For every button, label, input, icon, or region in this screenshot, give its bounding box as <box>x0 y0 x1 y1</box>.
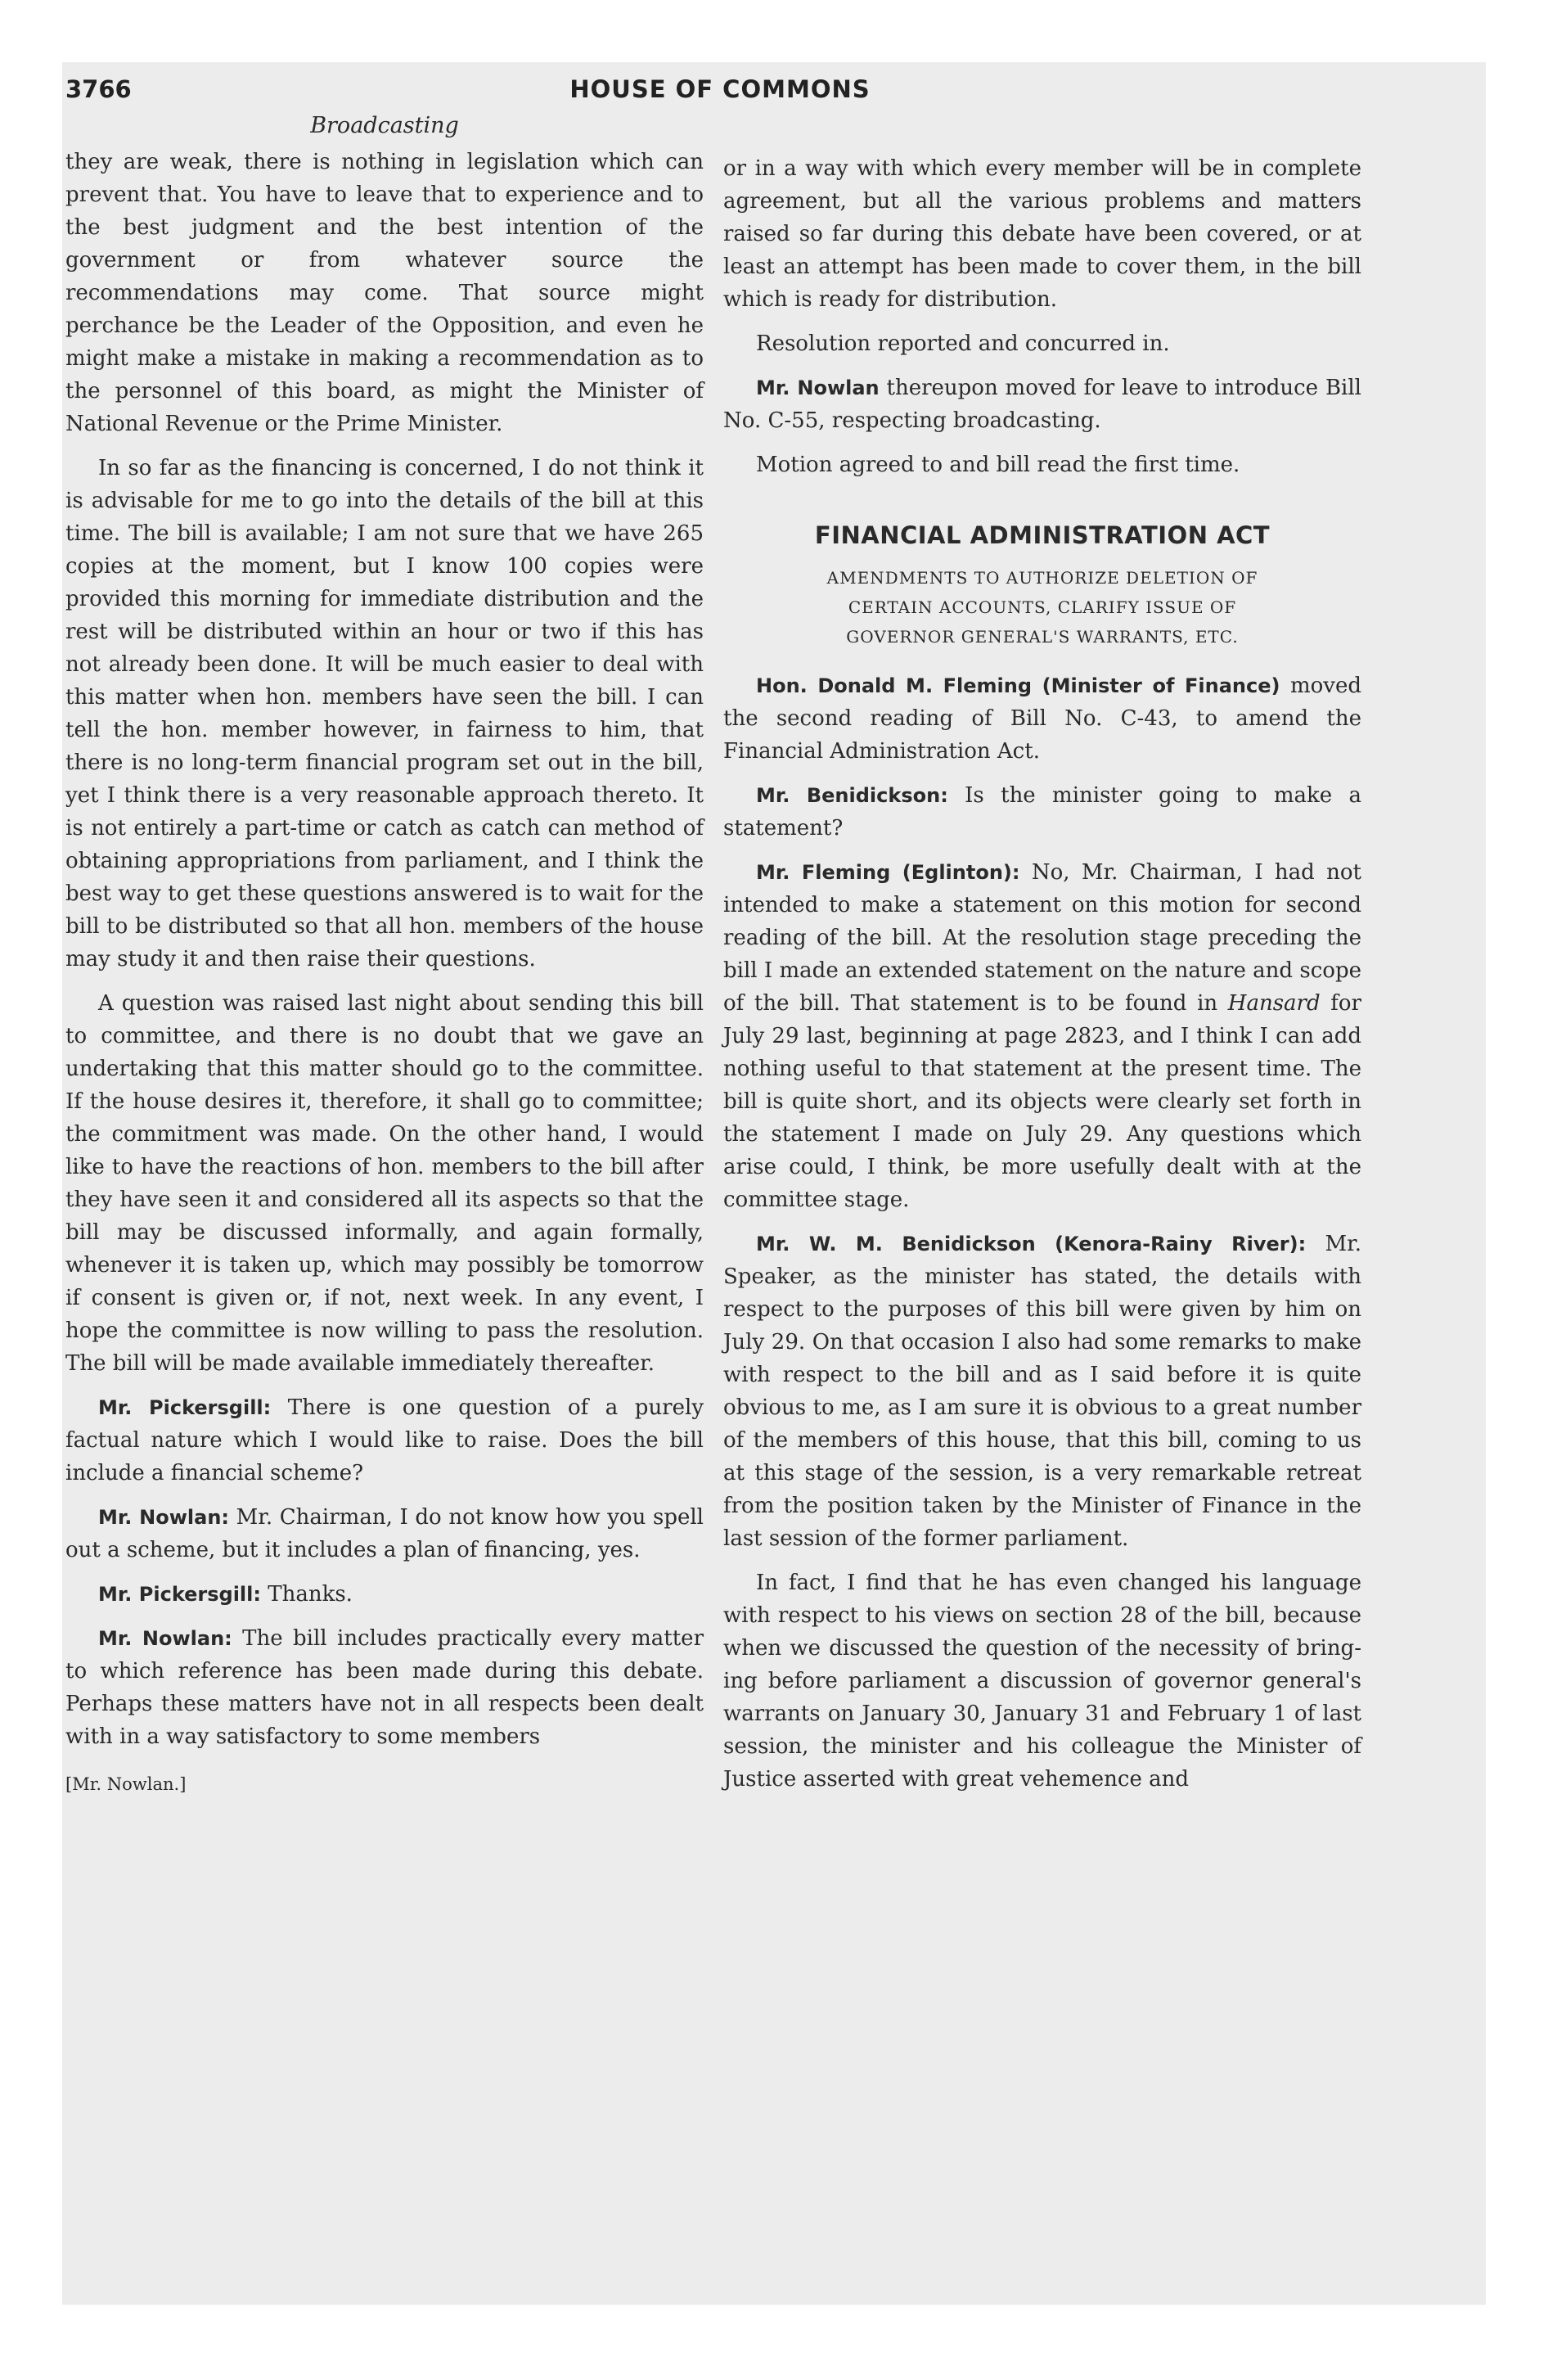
speech-paragraph <box>723 779 1361 845</box>
speech-text: Thanks. <box>260 1582 353 1607</box>
speaker-name: Mr. Nowlan <box>756 376 880 399</box>
act-heading: FINANCIAL ADMINISTRATION ACT <box>814 521 1271 549</box>
paragraph: In fact, I find that he has even changed his language with respect to his views on section 28 of the bill, because when we discussed the question of the necessity of bringing before parliament a discussion of governor general's warrants on January 30, January 31 and February 1 of last session, the minister and his colleague the Minister of Justice asserted with great vehemence and <box>723 1571 1361 1792</box>
speech-text: for July 29 last, beginning at page 2823, and I think I can add nothing useful to that statement at the present time. The bill is quite short, and its objects were clearly set forth in the statement I made on July 29. Any questions which arise could, I think, be more usefully dealt with at the committee stage. <box>723 991 1361 1212</box>
speaker-name: Mr. Pickersgill: <box>98 1396 272 1419</box>
paragraph: they are weak, there is nothing in legislation which can prevent that. You have to leave that to experience and to the best judgment and the best intention of the government or from whatever source the recommendations may come. That source might perchance be the Leader of the Opposition, and even he might make a mistake in making a recommendation as to the personnel of this board, as might the Minister of National Revenue or the Prime Minister. <box>65 150 704 436</box>
speech-text: Is the minister going to make a statement? <box>723 783 1361 841</box>
speech-paragraph <box>65 1391 704 1490</box>
act-subheading <box>723 563 1361 651</box>
page-header <box>65 75 1375 111</box>
paragraph: Motion agreed to and bill read the first time. <box>756 453 1240 477</box>
hansard-reference: Hansard <box>1227 991 1321 1016</box>
speaker-name: Mr. W. M. Benidickson (Kenora-Rainy River): <box>756 1233 1307 1255</box>
speech-paragraph <box>723 856 1361 1216</box>
speaker-name: Mr. Benidickson: <box>756 784 948 807</box>
speech-text: thereupon moved for leave to introduce Bill No. C-55, respecting broadcasting. <box>723 376 1361 433</box>
speech-text: moved the second reading of Bill No. C-43, to amend the Financial Administration Act. <box>723 674 1361 764</box>
speech-text: No, Mr. Chairman, I had not intended to make a statement on this motion for second reading of the bill. At the resolution stage preceding the bill I made an extended statement on the nature and scope of the bill. That statement is to be found in <box>723 860 1361 1016</box>
right-column <box>723 152 1361 1807</box>
speaker-name: Mr. Fleming (Eglinton): <box>756 861 1020 884</box>
speech-paragraph <box>65 1622 704 1753</box>
section-label: Broadcasting <box>310 113 459 138</box>
speech-text: Mr. Speaker, as the minister has stated, the details with respect to the purposes of this bill were given by him on July 29. On that occasion I also had some remarks to make with respect to the bill and as I said before it is quite obvious to me, as I am sure it is obvious to a great number of the members of this house, that this bill, coming to us at this stage of the session, is a very remarkable retreat from the position taken by the Minister of Finance in the last session of the former parliament. <box>723 1232 1362 1551</box>
speech-text: Mr. Chairman, I do not know how you spell out a scheme, but it includes a plan of financing, yes. <box>65 1505 704 1562</box>
paragraph: A question was raised last night about sending this bill to committee, and there is no doubt that we gave an undertaking that this matter should go to the committee. If the house desires it, therefore, it shall go to committee; the commitment was made. On the other hand, I would like to have the reactions of hon. members to the bill after they have seen it and considered all its aspects so that the bill may be discussed informally, and again formally, whenever it is taken up, which may possibly be tomorrow if consent is given or, if not, next week. In any event, I hope the committee is now willing to pass the resolution. The bill will be made available immediately thereafter. <box>65 991 704 1376</box>
paragraph: Resolution reported and concurred in. <box>756 331 1170 356</box>
speech-paragraph <box>723 669 1361 768</box>
speech-text: The bill includes practically every matter to which reference has been made during this debate. Perhaps these matters have not in all respects been dealt with in a way satisfactory to some members <box>65 1626 704 1749</box>
act-subheading-line: GOVERNOR GENERAL'S WARRANTS, ETC. <box>846 627 1239 647</box>
speech-text: There is one question of a purely factual nature which I would like to raise. Does the bill include a financial scheme? <box>65 1395 704 1485</box>
paragraph: or in a way with which every member will be in complete agreement, but all the various problems and matters raised so far during this debate have been covered, or at least an attempt has been made to cover them, in the bill which is ready for distribution. <box>723 156 1361 312</box>
speaker-name: Mr. Nowlan: <box>98 1506 230 1529</box>
speech-paragraph <box>65 1501 704 1566</box>
speech-paragraph <box>723 1228 1361 1555</box>
act-subheading-line: AMENDMENTS TO AUTHORIZE DELETION OF <box>826 568 1258 588</box>
speaker-name: Mr. Pickersgill: <box>98 1583 261 1606</box>
speaker-name: Mr. Nowlan: <box>98 1627 232 1650</box>
speaker-name: Hon. Donald M. Fleming (Minister of Finance) <box>756 674 1280 697</box>
page-title: HOUSE OF COMMONS <box>569 75 871 103</box>
paragraph: In so far as the financing is concerned, I do not think it is advisable for me to go into the details of the bill at this time. The bill is available; I am not sure that we have 265 copies at the moment, but I know 100 copies were provided this morning for immediate distribution and the rest will be distributed within an hour or two if this has not already been done. It will be much easier to deal with this matter when hon. members have seen the bill. I can tell the hon. member however, in fairness to him, that there is no long-term financial program set out in the bill, yet I think there is a very reasonable approach thereto. It is not entirely a part-time or catch as catch can method of obtaining appropriations from parliament, and I think the best way to get these questions answered is to wait for the bill to be distributed so that all hon. members of the house may study it and then raise their questions. <box>65 456 704 971</box>
page-number: 3766 <box>65 75 132 103</box>
speech-paragraph <box>723 372 1361 437</box>
act-subheading-line: CERTAIN ACCOUNTS, CLARIFY ISSUE OF <box>848 597 1237 617</box>
footer-speaker-tag: [Mr. Nowlan.] <box>65 1774 187 1794</box>
speech-paragraph <box>65 1578 704 1611</box>
left-column <box>65 113 704 1801</box>
